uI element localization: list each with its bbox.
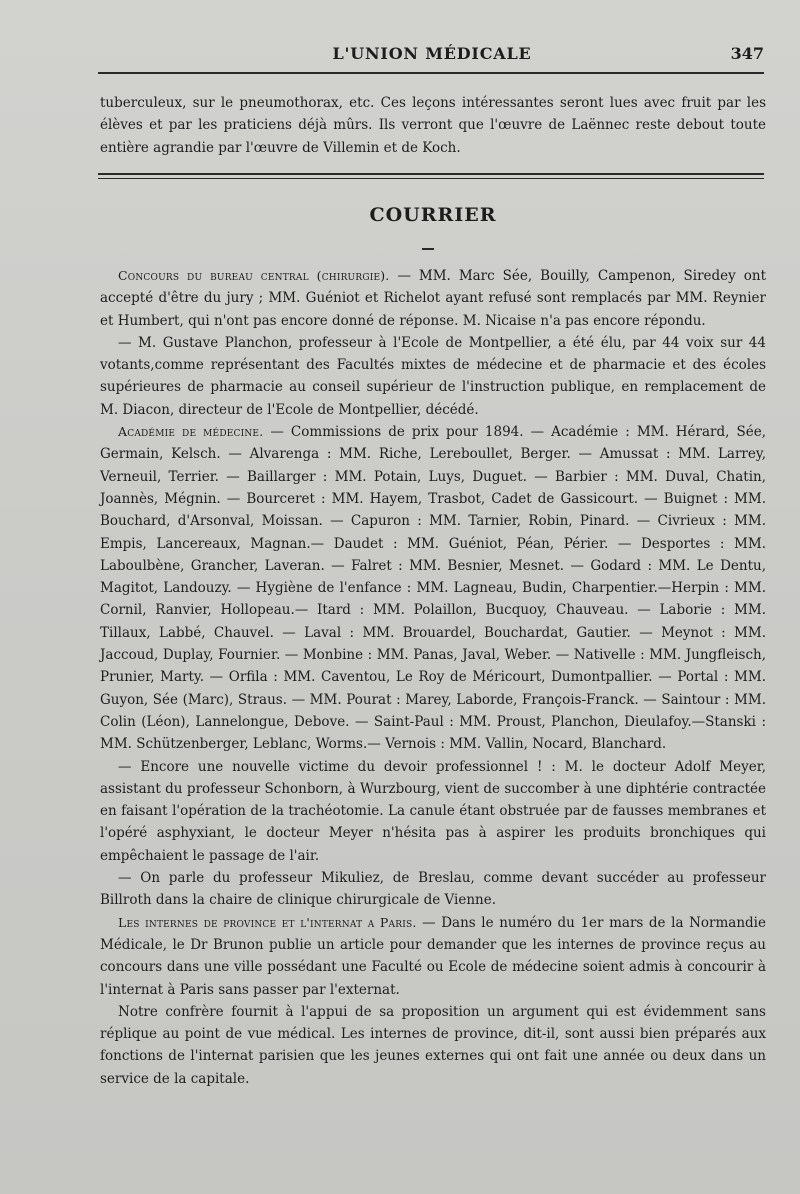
paragraph-text: — Encore une nouvelle victime du devoir professionnel ! : M. le docteur Adolf Meyer, assistant du professeur Schonborn, à Wurzbourg, vient de succomber à une diphtérie contractée en faisant l'opération de la trachéotomie. La canule étant obstruée par de fausses membranes et l'opéré asphyxiant, le docteur Meyer n'hésita pas à aspirer les produits bronchiques qui empêchaient le passage de l'air. [100, 758, 766, 864]
paragraph-text: — On parle du professeur Mikuliez, de Breslau, comme devant succéder au professeur Billroth dans la chaire de clinique chirurgicale de Vienne. [100, 870, 766, 909]
paragraph-lead: Les internes de province et l'internat a Paris. [118, 914, 417, 930]
header-rule [98, 72, 764, 74]
section-separator [422, 248, 434, 250]
paragraph-lead: Académie de médecine. [118, 424, 264, 440]
paragraph-text: — MM. Marc Sée, Bouilly, Campenon, Siredey ont accepté d'être du jury ; MM. Guéniot et Richelot ayant refusé sont remplacés par MM. Reynier et Humbert, qui n'ont pas encore donné de réponse. M. Nicaise n'a pas encore répondu. [100, 268, 766, 329]
paragraph-mikuliez [100, 867, 766, 912]
paragraph-planchon [100, 332, 766, 421]
paragraph-internes [100, 912, 766, 1001]
paragraph-confrere [100, 1001, 766, 1090]
paragraph-text: Notre confrère fournit à l'appui de sa proposition un argument qui est évidemment sans réplique au point de vue médical. Les internes de province, dit-il, sont aussi bien préparés aux fonctions de l'internat parisien que les jeunes externes qui ont fait une année ou deux dans un service de la capitale. [100, 1003, 766, 1087]
page-header [98, 44, 766, 72]
paragraph-lead: Concours du bureau central (chirurgie). [118, 268, 390, 283]
paragraph-text: — Commissions de prix pour 1894. — Académie : MM. Hérard, Sée, Germain, Kelsch. — Alvarenga : MM. Riche, Lereboullet, Berger. — Amussat : MM. Larrey, Verneuil, Terrier. — Baillarger : MM. Potain, Luys, Duguet. — Barbier : MM. Duval, Chatin, Joannès, Mégnin. — Bourceret : MM. Hayem, Trasbot, Cadet de Gassicourt. — Buignet : MM. Bouchard, d'Arsonval, Moissan. — Capuron : MM. Tarnier, Robin, Pinard. — Civrieux : MM. Empis, Lancereaux, Magnan.— Daudet : MM. Guéniot, Péan, Périer. — Desportes : MM. Laboulbène, Grancher, Laveran. — Falret : MM. Besnier, Mesnet. — Godard : MM. Le Dentu, Magitot, Landouzy. — Hygiène de l'enfance : MM. Lagneau, Budin, Charpentier.—Herpin : MM. Cornil, Ranvier, Hollopeau.— Itard : MM. Polaillon, Bucquoy, Chauveau. — Laborie : MM. Tillaux, Labbé, Chauvel. — Laval : MM. Brouardel, Bouchardat, Gautier. — Meynot : MM. Jaccoud, Duplay, Fournier. — Monbine : MM. Panas, Javal, Weber. — Nativelle : MM. Jungfleisch, Prunier, Marty. — Orfila : MM. Caventou, Le Roy de Méricourt, Dumontpallier. — Portal : MM. Guyon, Sée (Marc), Straus. — MM. Pourat : Marey, Laborde, François-Franck. — Saintour : MM. Colin (Léon), Lannelongue, Debove. — Saint-Paul : MM. Proust, Planchon, Dieulafoy.—Stanski : MM. Schützenberger, Leblanc, Worms.— Vernois : MM. Vallin, Nocard, Blanchard. [100, 424, 766, 753]
paragraph-academie [100, 421, 766, 755]
paragraph-text: — M. Gustave Planchon, professeur à l'Ecole de Montpellier, a été élu, par 44 voix sur 44 votants,comme représentant des Facultés mixtes de médecine et de pharmacie et des écoles supérieures de pharmacie au conseil supérieur de l'instruction publique, en remplacement de M. Diacon, directeur de l'Ecole de Montpellier, décédé. [100, 334, 766, 418]
paragraph-concours [100, 265, 766, 332]
section-rule-thin [98, 178, 764, 179]
section-title: COURRIER [369, 204, 497, 226]
page-number: 347 [730, 44, 764, 63]
paragraph-meyer [100, 756, 766, 867]
intro-paragraph [100, 92, 766, 159]
paragraph-text: — Dans le numéro du 1er mars de la Normandie Médicale, le Dr Brunon publie un article pour demander que les internes de province reçus au concours dans une ville possédant une Faculté ou Ecole de médecine soient admis à concourir à l'internat à Paris sans passer par l'externat. [100, 914, 766, 998]
intro-text: tuberculeux, sur le pneumothorax, etc. Ces leçons intéressantes seront lues avec fruit par les élèves et par les praticiens déjà mûrs. Ils verront que l'œuvre de Laënnec reste debout toute entière agrandie par l'œuvre de Villemin et de Koch. [100, 95, 766, 156]
courrier-column [100, 265, 766, 1090]
running-title: L'UNION MÉDICALE [332, 44, 532, 63]
section-rule-thick [98, 173, 764, 175]
